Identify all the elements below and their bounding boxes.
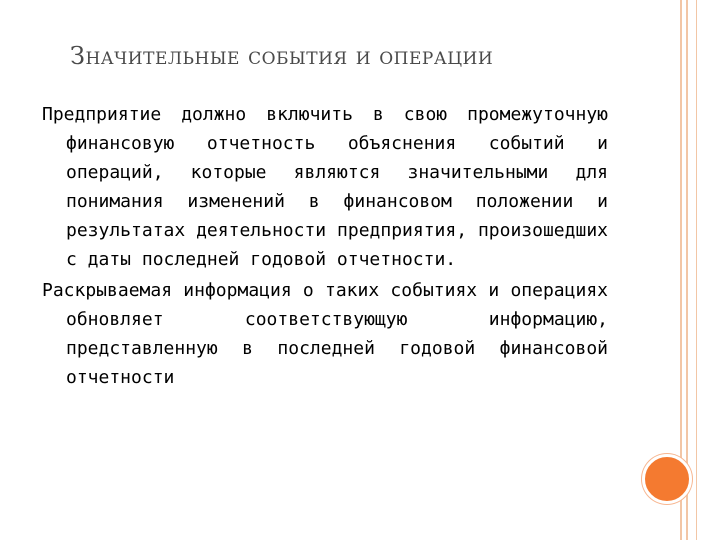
- frame-line-middle: [686, 0, 688, 540]
- slide-body: [42, 100, 608, 394]
- slide-title: Значительные события и операции: [70, 42, 494, 70]
- decorative-circle: [642, 454, 692, 504]
- paragraph-1: Предприятие должно включить в свою промежуточную финансовую отчетность объяснения событий и операций, которые являются значительными для понимания изменений в финансовом положении и результатах деятельности предприятия, произошедших с даты последней годовой отчетности.: [42, 104, 608, 270]
- frame-line-right: [696, 0, 697, 540]
- paragraph-2: Раскрываемая информация о таких событиях и операциях обновляет соответствующую информацию, представленную в последней годовой финансовой отчетности: [42, 280, 608, 388]
